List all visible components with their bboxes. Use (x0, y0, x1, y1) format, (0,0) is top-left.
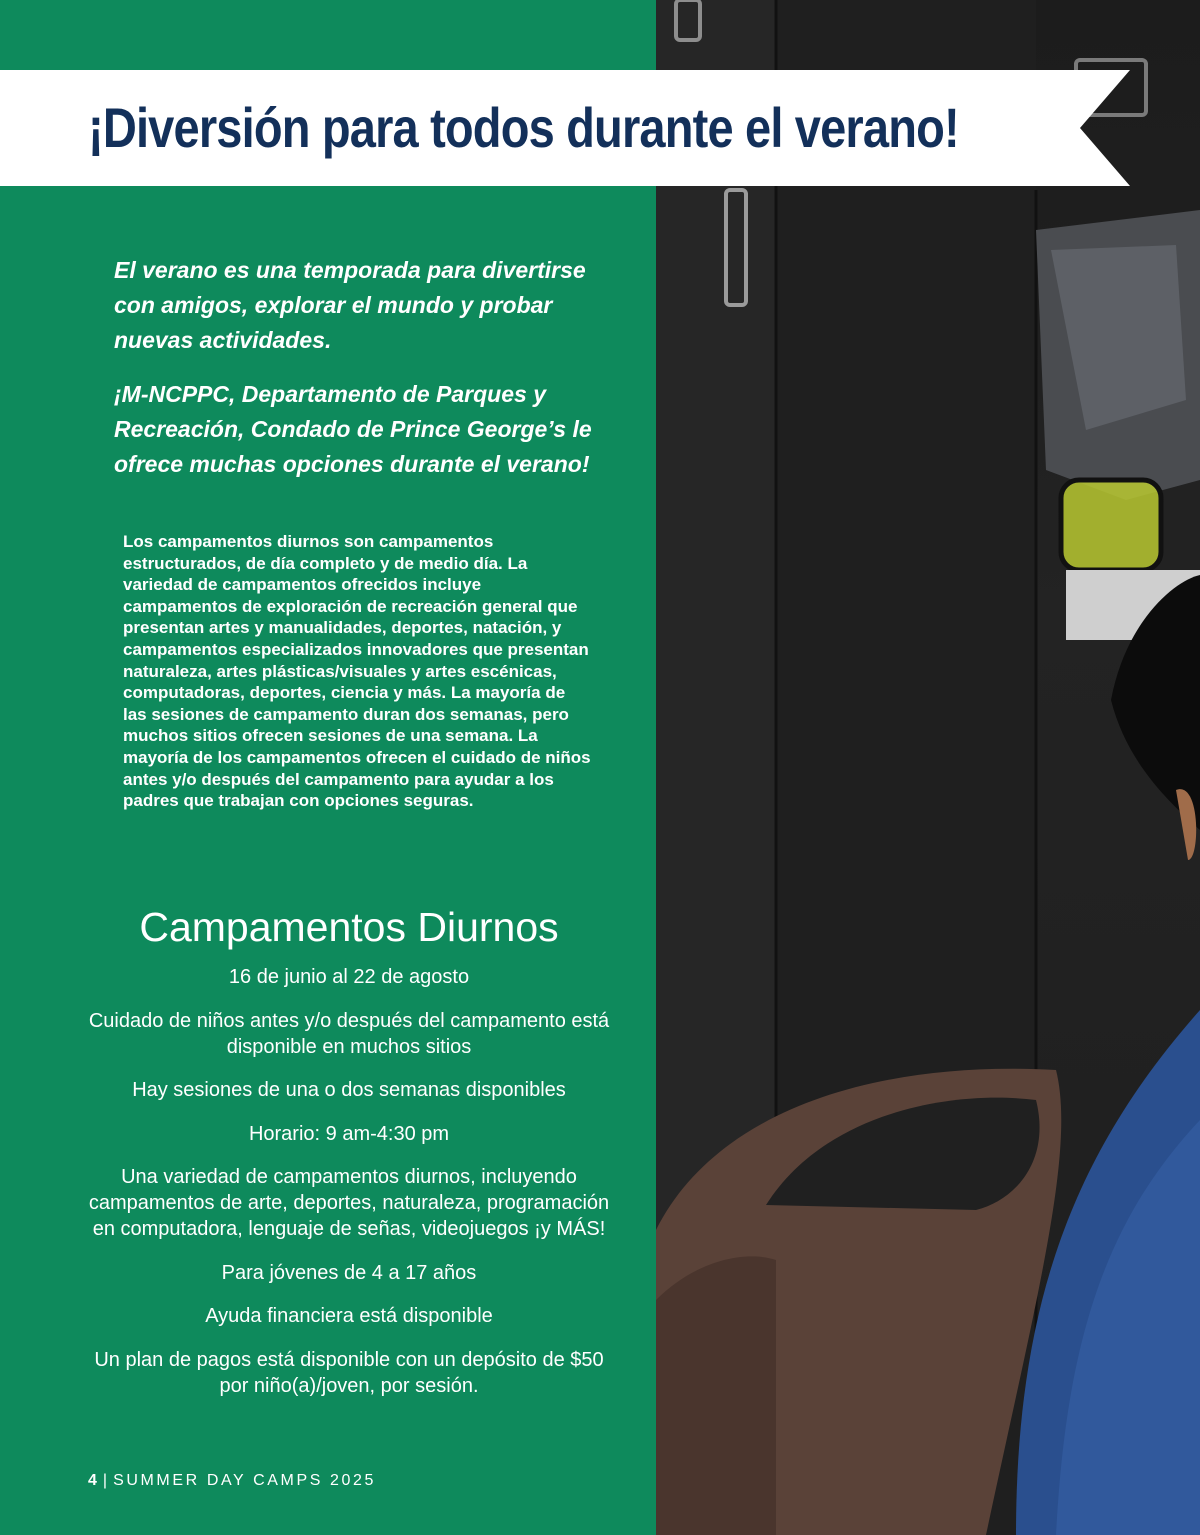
feature-item-variety: Una variedad de campamentos diurnos, incluyendo campamentos de arte, deportes, naturaleza, programación en computadora, lenguaje de señas, videojuegos ¡y MÁS! (88, 1166, 610, 1240)
feature-item-hours: Horario: 9 am-4:30 pm (248, 1122, 450, 1145)
page-number: 4 (88, 1472, 97, 1489)
feature-item-financial-aid: Ayuda financiera está disponible (205, 1305, 493, 1327)
feature-item-dates: 16 de junio al 22 de agosto (228, 966, 470, 988)
feature-item-sessions: Hay sesiones de una o dos semanas disponibles (132, 1079, 566, 1101)
section-title: Campamentos Diurnos (139, 904, 559, 950)
intro-paragraph-2: ¡M-NCPPC, Departamento de Parques y Recreación, Condado de Prince George’s le ofrece muchas opciones durante el verano! (114, 381, 592, 477)
page-footer (88, 1470, 376, 1492)
body-paragraph: Los campamentos diurnos son campamentos estructurados, de día completo y de medio día. La variedad de campamentos ofrecidos incluye campamentos de exploración de recreación general que presentan artes y manualidades, deportes, natación, y campamentos especializados innovadores que presentan naturaleza, artes plásticas/visuales y artes escénicas, computadoras, deportes, ciencia y más. La mayoría de las sesiones de campamento duran dos semanas, pero muchos sitios ofrecen sesiones de una semana. La mayoría de los campamentos ofrecen el cuidado de niños antes y/o después del campamento para ayudar a los padres que trabajan con opciones seguras. (123, 532, 591, 811)
publication-name: SUMMER DAY CAMPS 2025 (113, 1472, 377, 1489)
feature-item-ages: Para jóvenes de 4 a 17 años (221, 1261, 477, 1284)
photo-child-at-desk (656, 0, 1200, 1535)
feature-item-childcare: Cuidado de niños antes y/o después del campamento está disponible en muchos sitios (88, 1009, 610, 1058)
page-title: ¡Diversión para todos durante el verano! (88, 96, 959, 159)
footer-separator: | (102, 1472, 108, 1489)
intro-paragraph-1: El verano es una temporada para divertirse con amigos, explorar el mundo y probar nuevas actividades. (114, 257, 586, 353)
feature-item-payment-plan: Un plan de pagos está disponible con un depósito de $50 por niño(a)/joven, por sesión. (94, 1348, 604, 1397)
features-list (60, 964, 638, 1416)
photo-illustration (656, 0, 1200, 1535)
